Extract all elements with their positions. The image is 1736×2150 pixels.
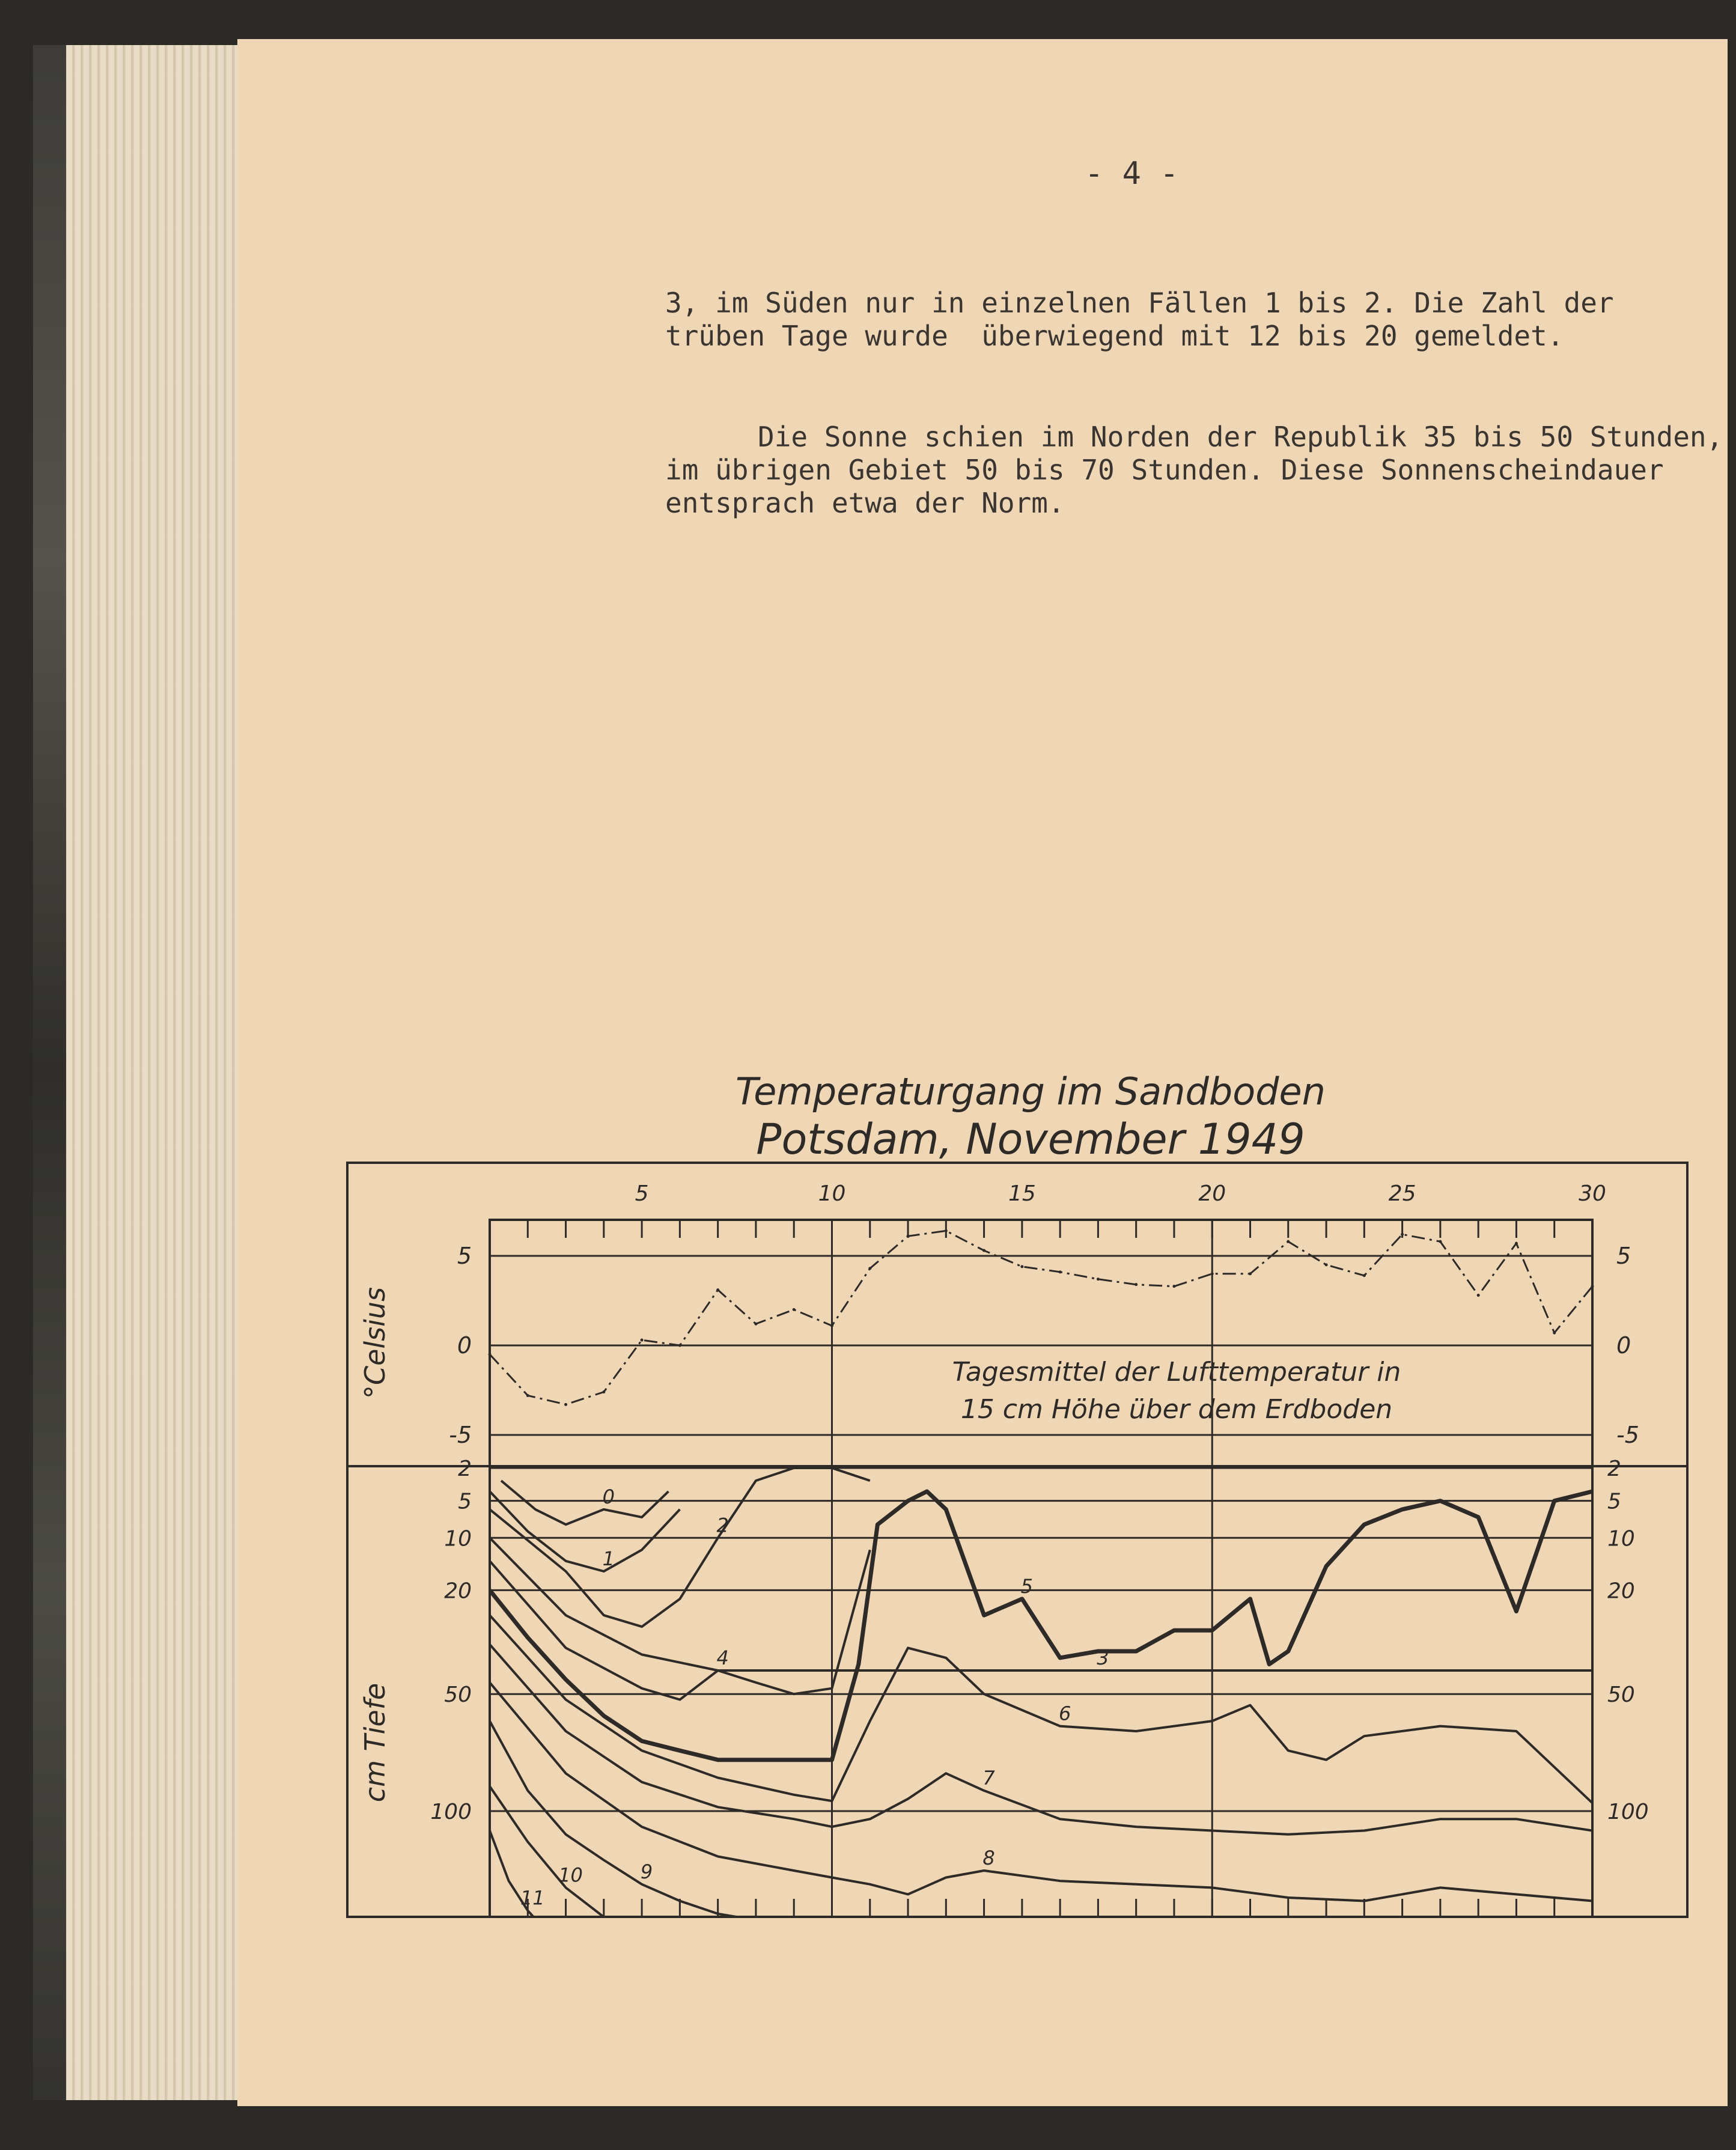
air-point-day-10 (830, 1324, 833, 1327)
isotherm-label-8: 8 (982, 1847, 995, 1870)
air-point-day-30 (1591, 1285, 1594, 1288)
x-tick-label-15: 15 (1008, 1181, 1036, 1206)
air-point-day-27 (1477, 1294, 1480, 1297)
paragraph-1-line-1: 3, im Süden nur in einzelnen Fällen 1 bis 2. Die Zahl der (665, 287, 1614, 319)
depth-tick-right-100: 100 (1607, 1800, 1649, 1824)
isotherm-label-0: 0 (602, 1485, 615, 1508)
depth-tick-right-2: 2 (1607, 1457, 1621, 1481)
air-point-day-26 (1439, 1240, 1442, 1243)
air-point-day-22 (1287, 1240, 1290, 1243)
air-point-day-14 (982, 1249, 985, 1252)
depth-tick-left-100: 100 (430, 1800, 472, 1824)
paragraph-2-line-3: entsprach etwa der Norm. (665, 487, 1065, 519)
isotherm-0 (501, 1481, 668, 1524)
air-point-day-15 (1020, 1265, 1023, 1268)
air-point-day-5 (641, 1339, 644, 1342)
isotherm-label-6: 6 (1058, 1702, 1071, 1725)
x-tick-label-20: 20 (1198, 1181, 1226, 1206)
isotherm-6 (490, 1615, 1592, 1803)
chart-title: Temperaturgang im Sandboden (736, 1070, 1326, 1113)
depth-tick-left-2: 2 (458, 1457, 472, 1481)
air-point-day-23 (1325, 1263, 1328, 1266)
isotherm-label-10: 10 (558, 1863, 583, 1887)
air-point-day-11 (868, 1267, 871, 1270)
air-point-day-24 (1363, 1274, 1366, 1277)
air-point-day-29 (1553, 1332, 1556, 1335)
air-point-day-19 (1172, 1285, 1175, 1288)
air-point-day-13 (945, 1229, 948, 1232)
depth-tick-right-5: 5 (1607, 1489, 1621, 1514)
air-point-day-2 (526, 1394, 529, 1397)
depth-tick-left-5: 5 (458, 1489, 472, 1514)
chart-subtitle: Potsdam, November 1949 (756, 1115, 1305, 1164)
isotherm-label-4: 4 (716, 1646, 729, 1669)
air-point-day-21 (1249, 1272, 1252, 1275)
paragraph-1-line-2: trüben Tage wurde überwiegend mit 12 bis 20 gemeldet. (665, 320, 1564, 352)
air-tick-left-5: 5 (457, 1243, 472, 1269)
isotherm-label-9: 9 (640, 1860, 653, 1883)
isotherm-5 (490, 1491, 1592, 1760)
annotation-line-2: 15 cm Höhe über dem Erdboden (960, 1394, 1393, 1425)
x-tick-label-10: 10 (818, 1181, 846, 1206)
depth-tick-left-20: 20 (444, 1579, 472, 1604)
paragraph-2-line-2: im übrigen Gebiet 50 bis 70 Stunden. Diese Sonnenscheindauer (665, 454, 1664, 486)
air-point-day-16 (1059, 1270, 1062, 1273)
air-point-day-3 (564, 1403, 567, 1406)
air-point-day-18 (1134, 1283, 1138, 1286)
air-point-day-20 (1211, 1272, 1214, 1275)
isotherm-label-5: 5 (1020, 1574, 1034, 1598)
depth-tick-left-50: 50 (444, 1683, 472, 1708)
annotation-line-1: Tagesmittel der Lufttemperatur in (952, 1357, 1401, 1387)
air-tick-right-5: 5 (1616, 1243, 1631, 1269)
air-tick-right--5: -5 (1616, 1422, 1639, 1448)
isotherm-label-1: 1 (602, 1547, 615, 1570)
chart-lines (489, 1229, 1594, 1923)
air-point-day-9 (793, 1308, 796, 1311)
isotherm-label-3: 3 (1097, 1646, 1109, 1669)
x-tick-label-5: 5 (635, 1181, 649, 1206)
air-tick-right-0: 0 (1616, 1332, 1631, 1359)
air-point-day-12 (907, 1235, 910, 1238)
air-axis-title: °Celsius (359, 1287, 391, 1399)
air-point-day-28 (1515, 1242, 1518, 1245)
air-tick-left--5: -5 (449, 1422, 472, 1448)
depth-tick-left-10: 10 (444, 1526, 472, 1552)
air-point-day-25 (1401, 1233, 1404, 1236)
isotherm-label-2: 2 (716, 1514, 729, 1537)
chart-labels (359, 1181, 1649, 1910)
air-point-day-17 (1097, 1278, 1100, 1281)
soil-axis-title: cm Tiefe (359, 1683, 391, 1803)
isotherm-3 (490, 1538, 1592, 1670)
air-point-day-1 (489, 1353, 492, 1356)
air-point-day-4 (602, 1390, 605, 1393)
isotherm-label-7: 7 (982, 1766, 995, 1789)
x-tick-label-30: 30 (1579, 1181, 1606, 1206)
isotherm-label-11: 11 (520, 1886, 545, 1910)
isotherm-7 (490, 1645, 1592, 1835)
soil-isotherms (490, 1468, 1592, 1923)
air-point-day-8 (754, 1323, 757, 1326)
air-point-day-6 (678, 1344, 681, 1347)
paragraph-2-line-1: Die Sonne schien im Norden der Republik 35 bis 50 Stunden, (758, 421, 1723, 453)
air-tick-left-0: 0 (457, 1332, 472, 1359)
depth-tick-right-20: 20 (1607, 1579, 1635, 1604)
depth-tick-right-10: 10 (1607, 1526, 1635, 1552)
isotherm-10 (490, 1786, 604, 1917)
x-tick-label-25: 25 (1388, 1181, 1416, 1206)
isotherm-8 (490, 1683, 1592, 1901)
page-number: - 4 - (1085, 156, 1179, 192)
depth-tick-right-50: 50 (1607, 1683, 1635, 1708)
air-point-day-7 (716, 1288, 719, 1291)
